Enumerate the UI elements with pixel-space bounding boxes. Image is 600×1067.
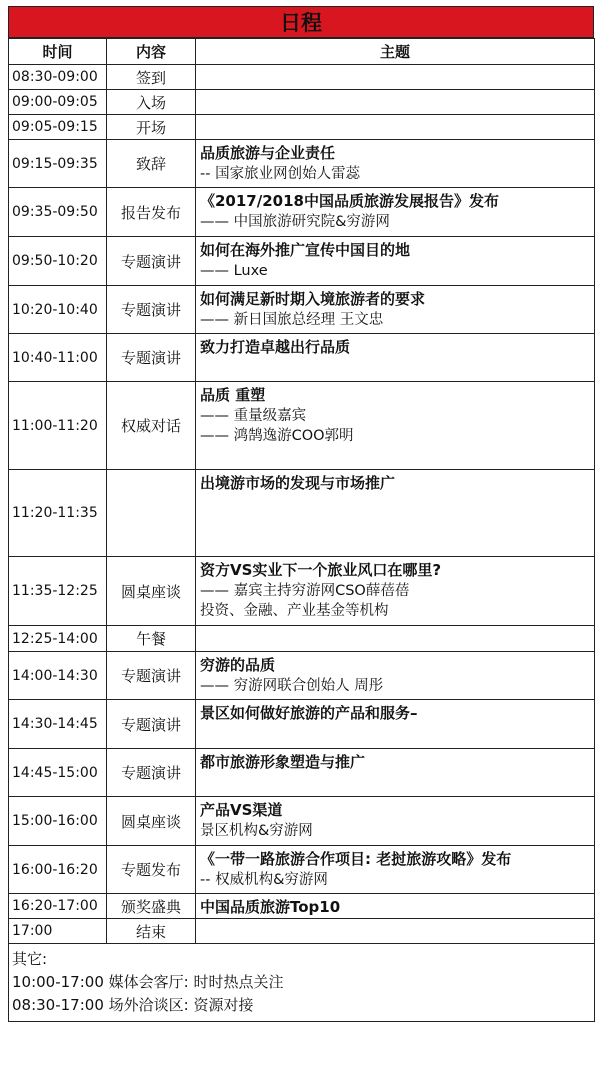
row-time: 11:00-11:20 [9, 382, 107, 470]
topic-title: 穷游的品质 [200, 656, 276, 674]
schedule-row [9, 557, 595, 626]
row-topic [196, 652, 595, 700]
row-content: 致辞 [107, 140, 196, 188]
row-time: 12:25-14:00 [9, 626, 107, 652]
other-item: 10:00-17:00 媒体会客厅: 时时热点关注 [12, 973, 284, 991]
row-topic [196, 237, 595, 286]
schedule-title-bar [8, 6, 594, 38]
topic-title: 致力打造卓越出行品质 [200, 338, 351, 356]
row-content: 专题演讲 [107, 652, 196, 700]
schedule-row [9, 749, 595, 797]
row-topic [196, 894, 595, 919]
row-content: 签到 [107, 65, 196, 90]
row-time: 17:00 [9, 919, 107, 944]
row-topic [196, 749, 595, 797]
schedule-row [9, 382, 595, 470]
row-topic [196, 797, 595, 846]
topic-detail: —— 嘉宾主持穷游网CSO薛蓓蓓 [200, 583, 410, 599]
schedule-row [9, 846, 595, 894]
topic-detail: —— 新日国旅总经理 王文忠 [200, 312, 384, 328]
schedule-row [9, 237, 595, 286]
row-content: 圆桌座谈 [107, 797, 196, 846]
topic-title: 《一带一路旅游合作项目: 老挝旅游攻略》发布 [200, 850, 512, 868]
row-time: 09:05-09:15 [9, 115, 107, 140]
row-content: 颁奖盛典 [107, 894, 196, 919]
topic-title: 如何满足新时期入境旅游者的要求 [200, 290, 426, 308]
schedule-row [9, 90, 595, 115]
row-content: 结束 [107, 919, 196, 944]
topic-detail: —— 鸿鹄逸游COO郭明 [200, 428, 354, 444]
topic-title: 品质 重塑 [200, 386, 266, 404]
topic-title: 如何在海外推广宣传中国目的地 [200, 241, 411, 259]
topic-title: 产品VS渠道 [200, 801, 283, 819]
schedule-row [9, 626, 595, 652]
row-content: 专题演讲 [107, 237, 196, 286]
topic-detail: —— 中国旅游研究院&穷游网 [200, 214, 390, 230]
row-time: 09:35-09:50 [9, 188, 107, 237]
topic-detail: —— 重量级嘉宾 [200, 408, 307, 424]
row-time: 10:20-10:40 [9, 286, 107, 334]
topic-title: 中国品质旅游Top10 [200, 898, 341, 916]
row-content: 专题演讲 [107, 749, 196, 797]
row-time: 11:20-11:35 [9, 470, 107, 557]
row-time: 09:50-10:20 [9, 237, 107, 286]
schedule-row [9, 700, 595, 749]
row-content: 入场 [107, 90, 196, 115]
row-time: 10:40-11:00 [9, 334, 107, 382]
row-topic [196, 700, 595, 749]
topic-title: 品质旅游与企业责任 [200, 144, 336, 162]
schedule-rows [9, 65, 595, 944]
topic-detail: 投资、金融、产业基金等机构 [200, 603, 389, 619]
row-topic [196, 557, 595, 626]
row-time: 16:20-17:00 [9, 894, 107, 919]
header-time: 时间 [9, 39, 107, 65]
topic-title: 出境游市场的发现与市场推广 [200, 474, 396, 492]
schedule-row [9, 919, 595, 944]
header-topic: 主题 [196, 39, 595, 65]
row-time: 14:45-15:00 [9, 749, 107, 797]
topic-title: 景区如何做好旅游的产品和服务– [200, 704, 418, 722]
row-time: 16:00-16:20 [9, 846, 107, 894]
row-topic [196, 919, 595, 944]
schedule-sheet [8, 6, 594, 1022]
topic-detail: -- 国家旅业网创始人雷蕊 [200, 166, 361, 182]
row-time: 09:15-09:35 [9, 140, 107, 188]
schedule-row [9, 470, 595, 557]
other-row [9, 944, 595, 1022]
row-time: 09:00-09:05 [9, 90, 107, 115]
row-content: 权威对话 [107, 382, 196, 470]
schedule-row [9, 188, 595, 237]
other-cell [9, 944, 595, 1022]
row-content: 开场 [107, 115, 196, 140]
row-topic [196, 846, 595, 894]
schedule-row [9, 652, 595, 700]
row-content: 专题演讲 [107, 334, 196, 382]
row-topic [196, 115, 595, 140]
row-topic [196, 470, 595, 557]
topic-title: 都市旅游形象塑造与推广 [200, 753, 366, 771]
other-item: 08:30-17:00 场外洽谈区: 资源对接 [12, 996, 254, 1014]
topic-title: 《2017/2018中国品质旅游发展报告》发布 [200, 192, 499, 210]
schedule-table [8, 38, 595, 1022]
row-content: 圆桌座谈 [107, 557, 196, 626]
row-topic [196, 65, 595, 90]
row-content: 报告发布 [107, 188, 196, 237]
schedule-row [9, 894, 595, 919]
schedule-row [9, 286, 595, 334]
topic-detail: —— Luxe [200, 263, 268, 279]
row-time: 14:00-14:30 [9, 652, 107, 700]
row-content: 专题演讲 [107, 700, 196, 749]
schedule-row [9, 140, 595, 188]
schedule-row [9, 65, 595, 90]
schedule-row [9, 797, 595, 846]
other-heading: 其它: [12, 950, 48, 968]
topic-detail: —— 穷游网联合创始人 周彤 [200, 678, 384, 694]
row-topic [196, 188, 595, 237]
row-time: 11:35-12:25 [9, 557, 107, 626]
row-content: 专题发布 [107, 846, 196, 894]
topic-detail: -- 权威机构&穷游网 [200, 872, 328, 888]
row-content: 专题演讲 [107, 286, 196, 334]
row-topic [196, 382, 595, 470]
row-topic [196, 626, 595, 652]
topic-detail: 景区机构&穷游网 [200, 823, 313, 839]
row-time: 08:30-09:00 [9, 65, 107, 90]
row-time: 15:00-16:00 [9, 797, 107, 846]
row-content [107, 470, 196, 557]
topic-title: 资方VS实业下一个旅业风口在哪里? [200, 561, 442, 579]
schedule-row [9, 334, 595, 382]
row-content: 午餐 [107, 626, 196, 652]
row-topic [196, 334, 595, 382]
header-row [9, 39, 595, 65]
header-content: 内容 [107, 39, 196, 65]
row-time: 14:30-14:45 [9, 700, 107, 749]
schedule-row [9, 115, 595, 140]
schedule-title: 日程 [280, 11, 322, 35]
row-topic [196, 286, 595, 334]
row-topic [196, 90, 595, 115]
row-topic [196, 140, 595, 188]
